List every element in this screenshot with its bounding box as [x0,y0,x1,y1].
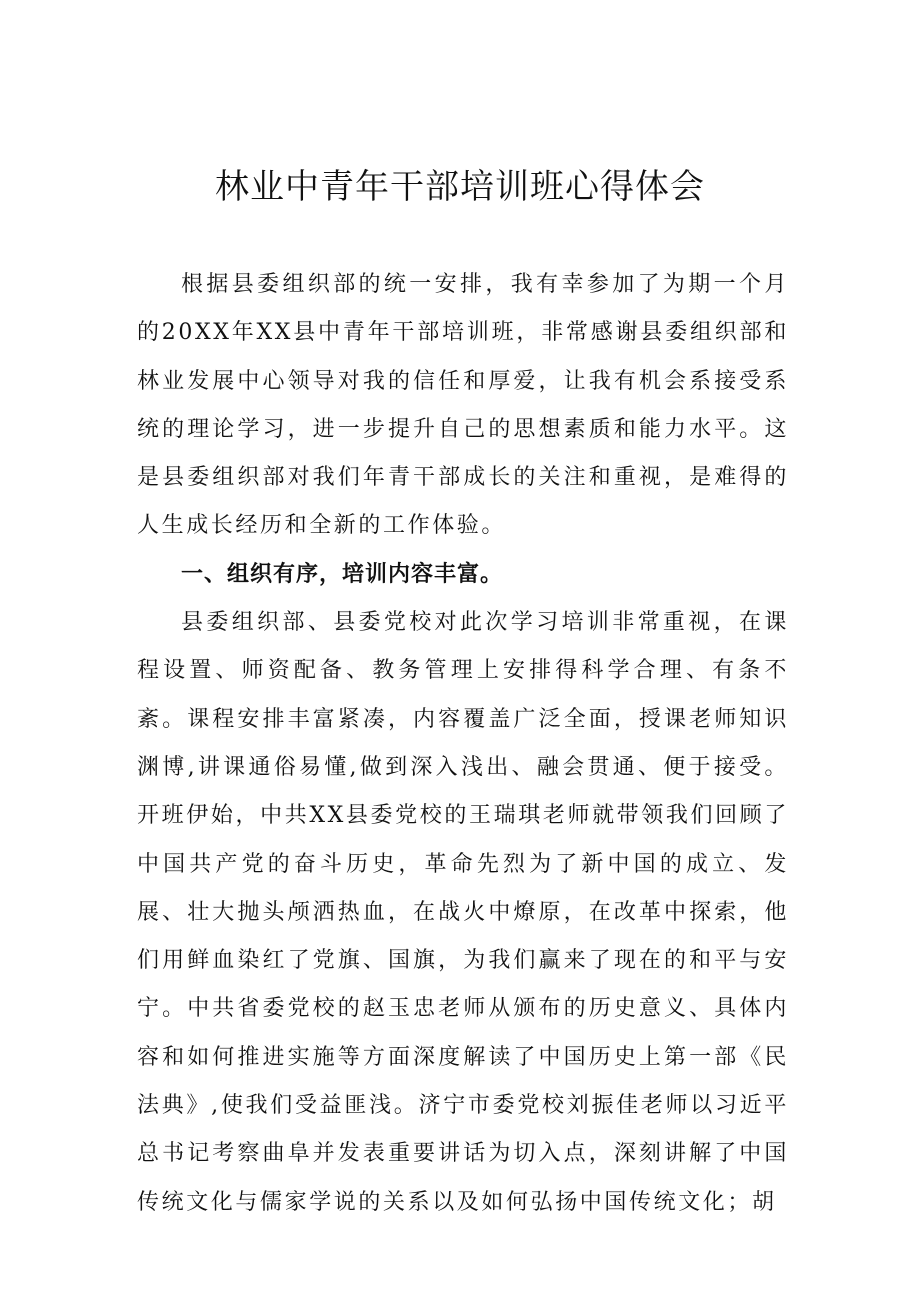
section-1-paragraph: 县委组织部、县委党校对此次学习培训非常重视，在课程设置、师资配备、教务管理上安排得科学合理、有条不紊。课程安排丰富紧凑，内容覆盖广泛全面，授课老师知识渊博,讲课通俗易懂,做到深入浅出、融会贯通、便于接受。开班伊始，中共XX县委党校的王瑞琪老师就带领我们回顾了中国共产党的奋斗历史，革命先烈为了新中国的成立、发展、壮大抛头颅洒热血，在战火中燎原，在改革中探索，他们用鲜血染红了党旗、国旗，为我们赢来了现在的和平与安宁。中共省委党校的赵玉忠老师从颁布的历史意义、具体内容和如何推进实施等方面深度解读了中国历史上第一部《民法典》,使我们受益匪浅。济宁市委党校刘振佳老师以习近平总书记考察曲阜并发表重要讲话为切入点，深刻讲解了中国传统文化与儒家学说的关系以及如何弘扬中国传统文化；胡 [137,610,789,1215]
document-title: 林业中青年干部培训班心得体会 [215,167,705,207]
document-body [137,261,789,1227]
section-heading-1: 一、组织有序，培训内容丰富。 [181,561,504,587]
intro-paragraph: 根据县委组织部的统一安排，我有幸参加了为期一个月的20XX年XX县中青年干部培训班，非常感谢县委组织部和林业发展中心领导对我的信任和厚爱，让我有机会系接受系统的理论学习，进一步提升自己的思想素质和能力水平。这是县委组织部对我们年青干部成长的关注和重视，是难得的人生成长经历和全新的工作体验。 [137,272,789,539]
